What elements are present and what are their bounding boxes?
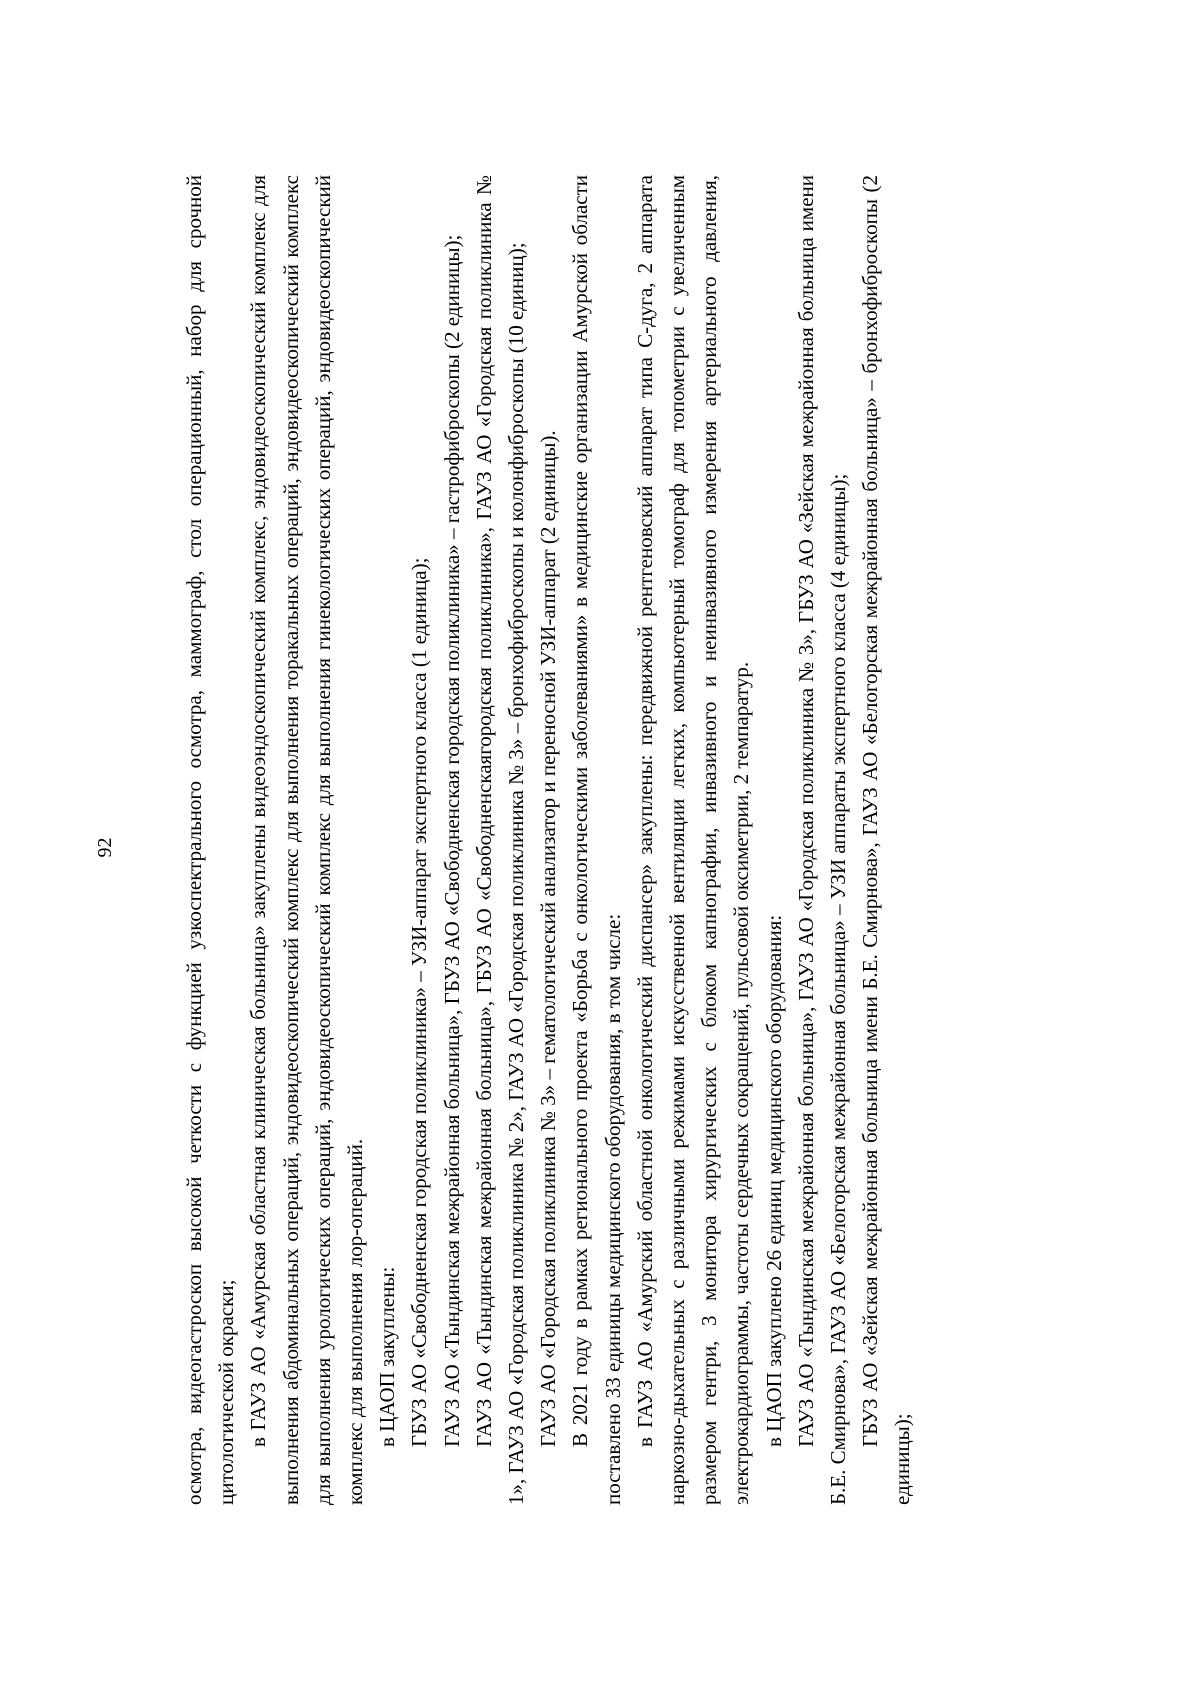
paragraph-11: ГАУЗ АО «Тындинская межрайонная больница», ГАУЗ АО «Городская поликлиника № 3», ГБУЗ АО «Зейская межрайонная больница имени Б.Е. Смирнова», ГАУЗ АО «Белогорская межрайонная больница» – УЗИ аппараты экспертного класса (4 единицы); xyxy=(793,175,851,1505)
paragraph-2: в ГАУЗ АО «Амурская областная клиническая больница» закуплены видеоэндоскопический комплекс, эндовидеоскопический комплекс для выполнения абдоминальных операций, эндовидеоскопический комплекс для выполнения торакальных операций, эндовидеоскопический комплекс для выполнения урологических операций, эндовидеоскопический комплекс для выполнения гинекологических операций, эндовидеоскопический комплекс для выполнения лор-операций. xyxy=(246,175,368,1505)
paragraph-4: ГБУЗ АО «Свободненская городская поликлиника» – УЗИ-аппарат экспертного класса (1 единица); xyxy=(407,557,432,1447)
paragraph-10: в ЦАОП закуплено 26 единиц медицинского оборудования: xyxy=(761,914,786,1447)
page-number: 92 xyxy=(94,837,116,858)
paragraph-7: ГАУЗ АО «Городская поликлиника № 3» – гематологический анализатор и переносной УЗИ-аппарат (2 единицы). xyxy=(536,430,561,1447)
paragraph-12: ГБУЗ АО «Зейская межрайонная больница имени Б.Е. Смирнова», ГАУЗ АО «Белогорская межрайонная больница» – бронхофиброскопы (2 единицы); xyxy=(858,175,915,1505)
paragraph-5: ГАУЗ АО «Тындинская межрайонная больница», ГБУЗ АО «Свободненская городская поликлиника» – гастрофиброскопы (2 единицы); xyxy=(439,234,464,1447)
paragraph-3: в ЦАОП закуплены: xyxy=(375,1266,400,1447)
paragraph-8: В 2021 году в рамках регионального проекта «Борьба с онкологическими заболеваниями» в медицинские организации Амурской области поставлено 33 единицы медицинского оборудования, в том числе: xyxy=(568,175,625,1505)
paragraph-6: ГАУЗ АО «Тындинская межрайонная больница», ГБУЗ АО «Свободненскаягородская поликлиника», ГАУЗ АО «Городская поликлиника № 1», ГАУЗ АО «Городская поликлиника № 2», ГАУЗ АО «Городская поликлиника № 3» – бронхофиброскопы и колонфиброскопы (10 единиц); xyxy=(471,175,529,1505)
document-body xyxy=(178,175,919,1505)
paragraph-9: в ГАУЗ АО «Амурский областной онкологический диспансер» закуплены: передвижной рентгеновский аппарат типа С-дуга, 2 аппарата наркозно-дыхательных с различными режимами искусственной вентиляции легких, компьютерный томограф для топометрии с увеличенным размером гентри, 3 монитора хирургических с блоком капнографии, инвазивного и неинвазивного измерения артериального давления, электрокардиограммы, частоты сердечных сокращений, пульсовой оксиметрии, 2 темпаратур. xyxy=(632,175,754,1505)
paragraph-1: осмотра, видеогастроскоп высокой четкости с функцией узкоспектрального осмотра, маммограф, стол операционный, набор для срочной цитологической окраски; xyxy=(182,175,239,1505)
